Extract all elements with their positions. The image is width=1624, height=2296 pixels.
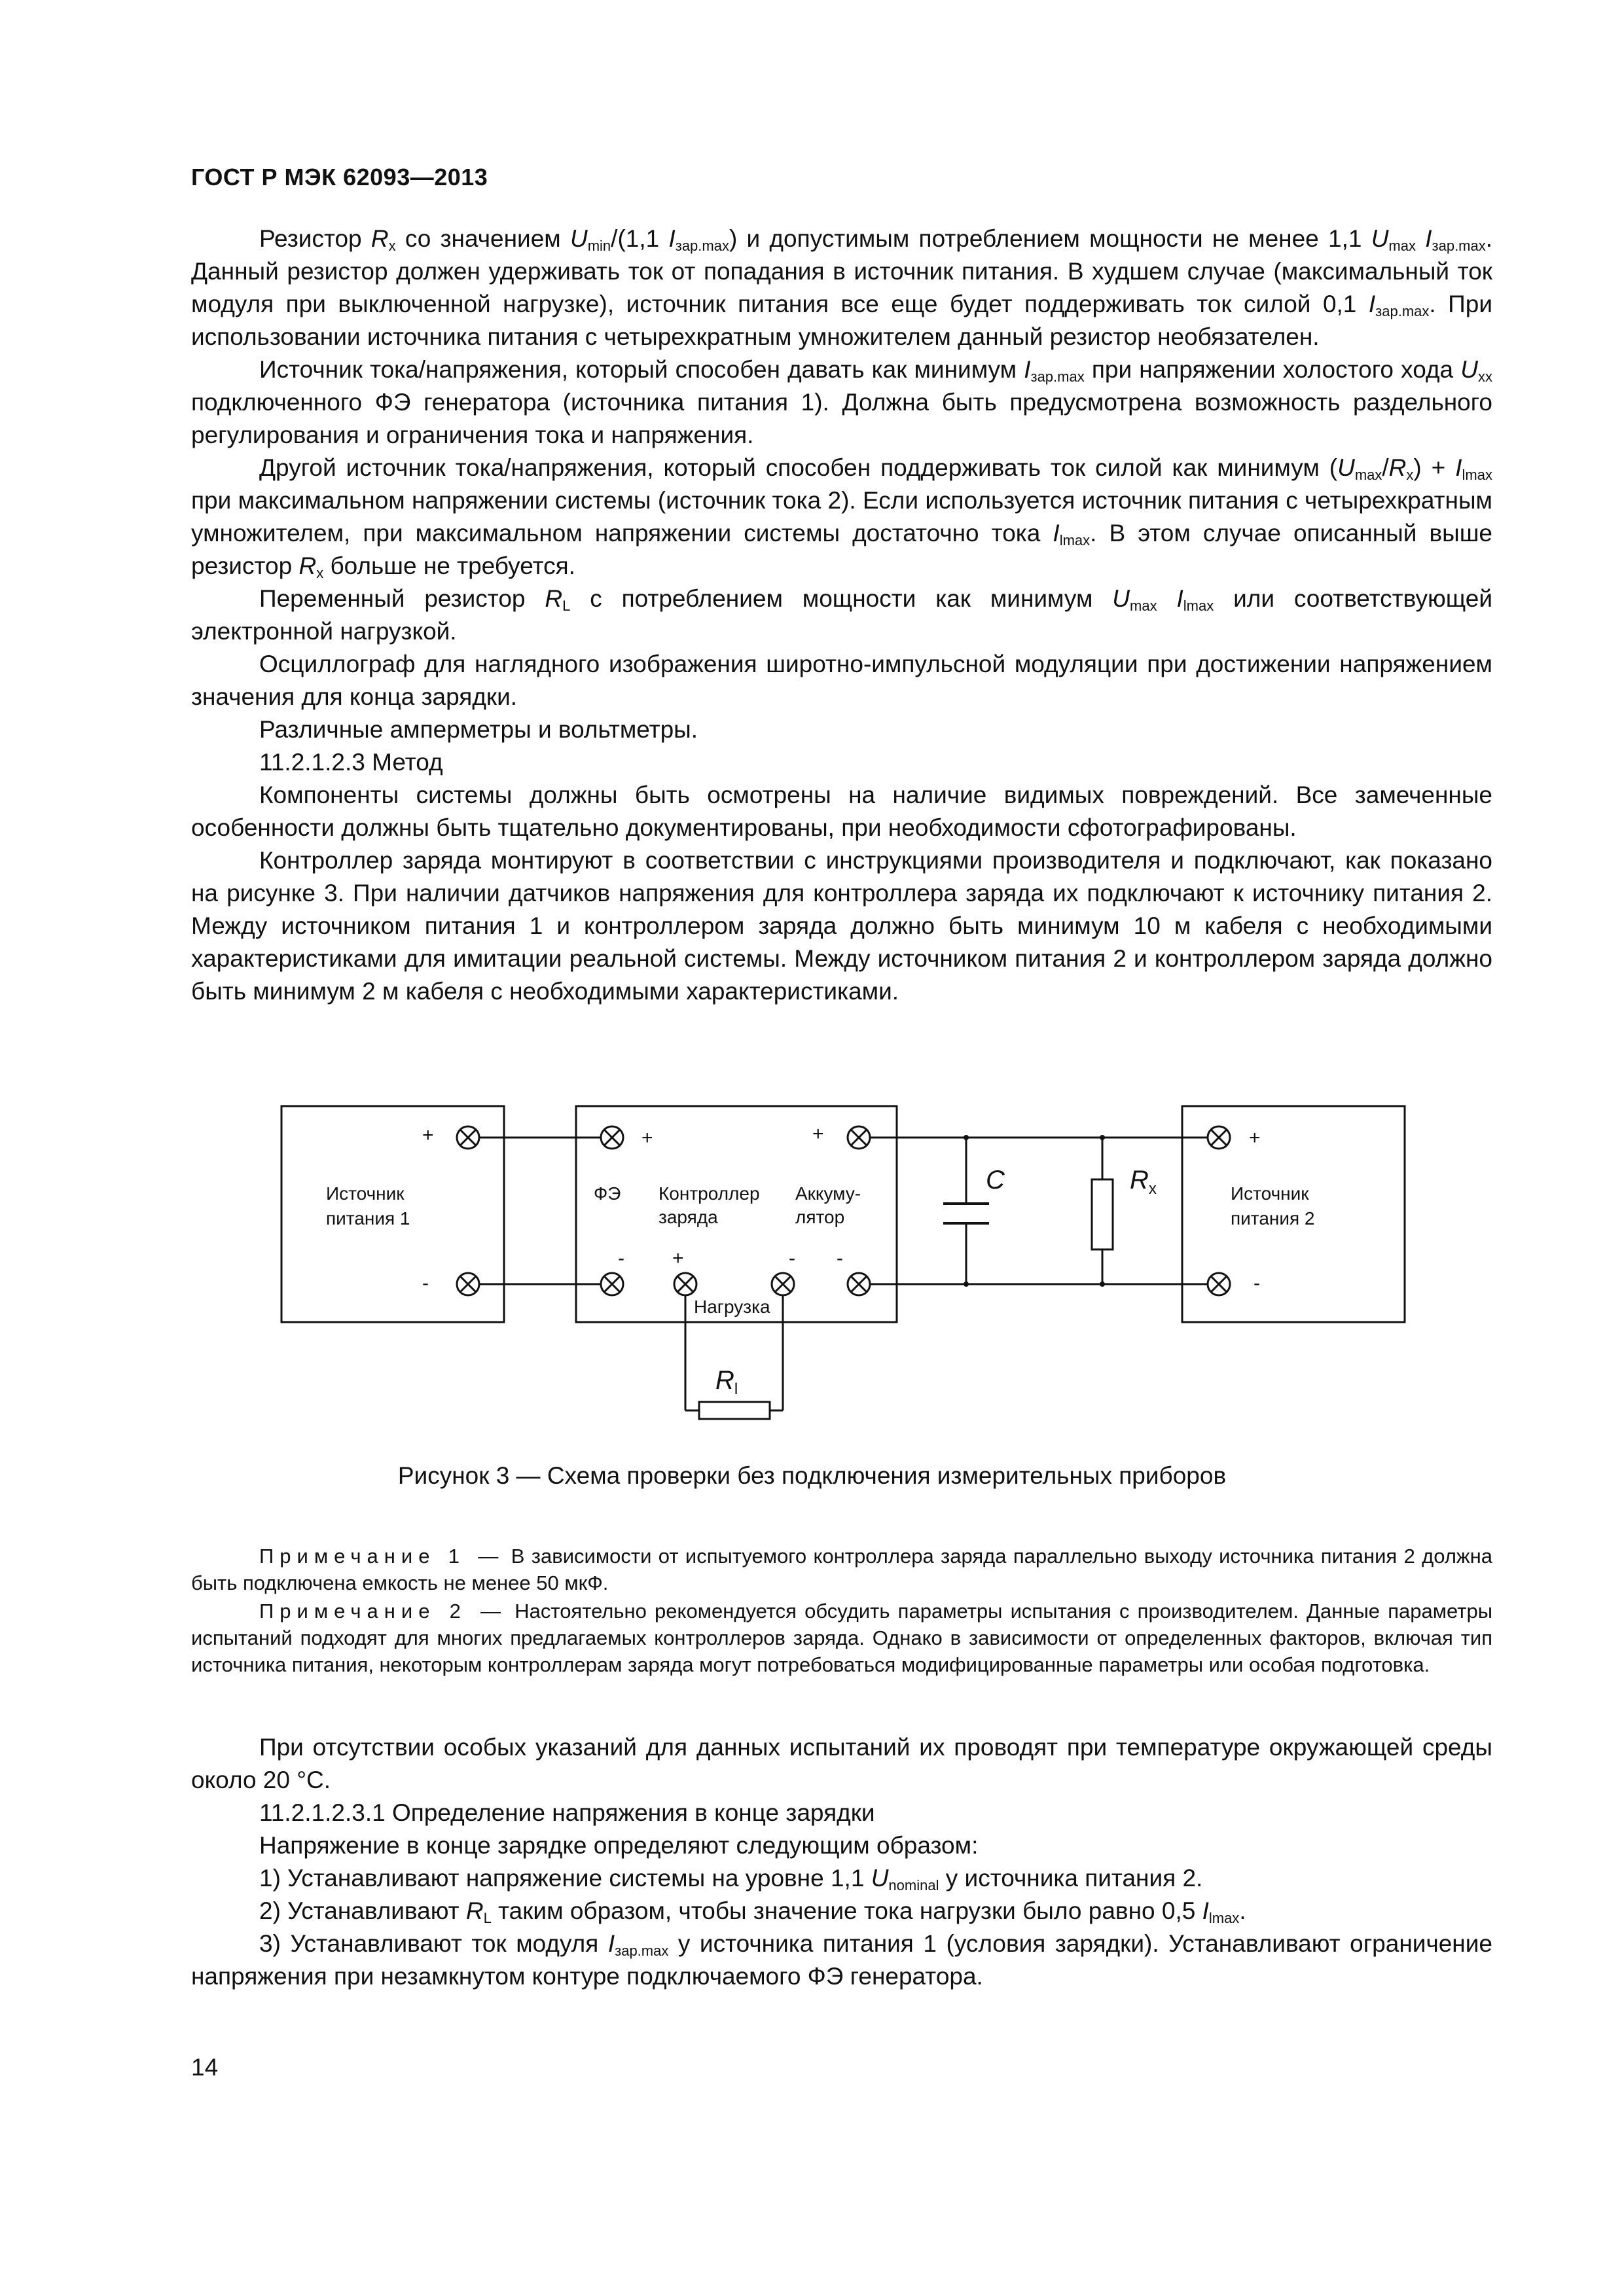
- minus-sign: -: [789, 1247, 795, 1269]
- paragraph: Резистор $R_x$ со значением $U_{min}/(1,1$ $I_{зар.max}$) и допустимым потреблением мощности не менее 1,1 $U_{max}$ $I_{зар.max}$. Данный резистор должен удерживать ток от попадания в источник питания. В худшем случае (максимальный ток модуля при выключенной нагрузке), источник питания все еще будет поддерживать ток силой 0,1 $I_{зар.max}$. При использовании источника питания с четырехкратным умножителем данный резистор необязателен.: [191, 225, 1493, 350]
- body-text-top: [191, 223, 1492, 1008]
- load-label: Нагрузка: [694, 1297, 770, 1317]
- terminal-icon: [1208, 1273, 1230, 1295]
- paragraph: 1) Устанавливают напряжение системы на уровне 1,1 $U_{nominal}$ у источника питания 2.: [259, 1865, 1203, 1893]
- minus-sign: -: [837, 1247, 843, 1269]
- plus-sign: +: [812, 1123, 824, 1145]
- terminal-icon: [848, 1126, 870, 1149]
- controller-label-line2: заряда: [659, 1207, 718, 1227]
- pv-label: ФЭ: [594, 1183, 621, 1204]
- paragraph: 11.2.1.2.3.1 Определение напряжения в конце зарядки: [259, 1799, 875, 1826]
- terminal-icon: [457, 1273, 479, 1295]
- battery-label-line2: лятор: [795, 1207, 845, 1227]
- terminal-icon: [772, 1273, 794, 1295]
- note: Примечание 1 — В зависимости от испытуемого контроллера заряда параллельно выходу источника питания 2 должна быть подключена емкость не менее 50 мкФ.: [191, 1545, 1493, 1594]
- terminal-icon: [601, 1273, 623, 1295]
- paragraph: Напряжение в конце зарядке определяют следующим образом:: [259, 1832, 979, 1859]
- paragraph: При отсутствии особых указаний для данных испытаний их проводят при температуре окружающей среды около 20 °С.: [191, 1734, 1492, 1793]
- paragraph: Контроллер заряда монтируют в соответствии с инструкциями производителя и подключают, как показано на рисунке 3. При наличии датчиков напряжения для контроллера заряда их подключают к источнику питания 2. Между источником питания 1 и контроллером заряда должно быть минимум 10 м кабеля с необходимыми характеристиками для имитации реальной системы. Между источником питания 2 и контроллером заряда должно быть минимум 2 м кабеля с необходимыми характеристиками.: [191, 847, 1492, 1005]
- capacitor-label: C: [986, 1166, 1005, 1194]
- plus-sign: +: [422, 1124, 434, 1146]
- terminal-icon: [1208, 1126, 1230, 1149]
- paragraph: Другой источник тока/напряжения, который способен поддерживать ток силой как минимум $(U_{max}/R_x) + I_{lmax}$ при максимальном напряжении системы (источник тока 2). Если используется источник питания с четырехкратным умножителем, при максимальном напряжении системы достаточно тока $I_{lmax}$. В этом случае описанный выше резистор $R_x$ больше не требуется.: [191, 454, 1492, 581]
- page-number: 14: [191, 2054, 219, 2081]
- minus-sign: -: [1254, 1272, 1260, 1294]
- resistor-rl-label: $R_l$: [715, 1366, 738, 1398]
- paragraph: 11.2.1.2.3 Метод: [259, 749, 443, 776]
- terminal-icon: [848, 1273, 870, 1295]
- resistor-rx-label: $R_x$: [1130, 1166, 1157, 1198]
- battery-label-line1: Аккуму-: [795, 1183, 861, 1204]
- notes: [191, 1543, 1492, 1679]
- terminal-icon: [457, 1126, 479, 1149]
- minus-sign: -: [422, 1272, 429, 1294]
- paragraph: Источник тока/напряжения, который способен давать как минимум $I_{зар.max}$ при напряжении холостого хода $U_{xx}$ подключенного ФЭ генератора (источника питания 1). Должна быть предусмотрена возможность раздельного регулирования и ограничения тока и напряжения.: [191, 356, 1492, 448]
- figure-caption: Рисунок 3 — Схема проверки без подключения измерительных приборов: [397, 1462, 1227, 1489]
- source2-label-line2: питания 2: [1231, 1208, 1315, 1229]
- paragraph: Различные амперметры и вольтметры.: [259, 716, 698, 743]
- note: Примечание 2 — Настоятельно рекомендуется обсудить параметры испытания с производителем. Данные параметры испытаний подходят для многих предлагаемых контроллеров заряда. Однако в зависимости от определенных факторов, включая тип источника питания, некоторым контроллерам заряда могут потребоваться модифицированные параметры или особая подготовка.: [191, 1600, 1492, 1676]
- source1-label-line1: Источник: [326, 1183, 405, 1204]
- terminal-icon: [674, 1273, 696, 1295]
- source2-label-line1: Источник: [1231, 1183, 1309, 1204]
- minus-sign: -: [618, 1247, 624, 1269]
- paragraph: Переменный резистор $R_L$ с потреблением мощности как минимум $U_{max}$ $I_{lmax}$ или соответствующей электронной нагрузкой.: [191, 585, 1492, 645]
- plus-sign: +: [1249, 1127, 1261, 1149]
- source1-label-line2: питания 1: [326, 1208, 410, 1229]
- plus-sign: +: [672, 1247, 684, 1269]
- document-header: ГОСТ Р МЭК 62093—2013: [191, 164, 488, 190]
- paragraph: Осциллограф для наглядного изображения широтно-импульсной модуляции при достижении напряжением значения для конца зарядки.: [191, 651, 1492, 710]
- plus-sign: +: [641, 1127, 653, 1149]
- paragraph: 2) Устанавливают $R_L$ таким образом, чтобы значение тока нагрузки было равно 0,5 $I_{lmax}$.: [259, 1897, 1246, 1926]
- paragraph: Компоненты системы должны быть осмотрены на наличие видимых повреждений. Все замеченные особенности должны быть тщательно документированы, при необходимости сфотографированы.: [191, 781, 1492, 841]
- terminal-icon: [601, 1126, 623, 1149]
- paragraph: 3) Устанавливают ток модуля $I_{зар.max}$ у источника питания 1 (условия зарядки). Устанавливают ограничение напряжения при незамкнутом контуре подключаемого ФЭ генератора.: [191, 1930, 1492, 1990]
- body-text-bottom: [191, 1731, 1492, 1993]
- controller-label-line1: Контроллер: [659, 1183, 760, 1204]
- circuit-diagram: [0, 1093, 1624, 1460]
